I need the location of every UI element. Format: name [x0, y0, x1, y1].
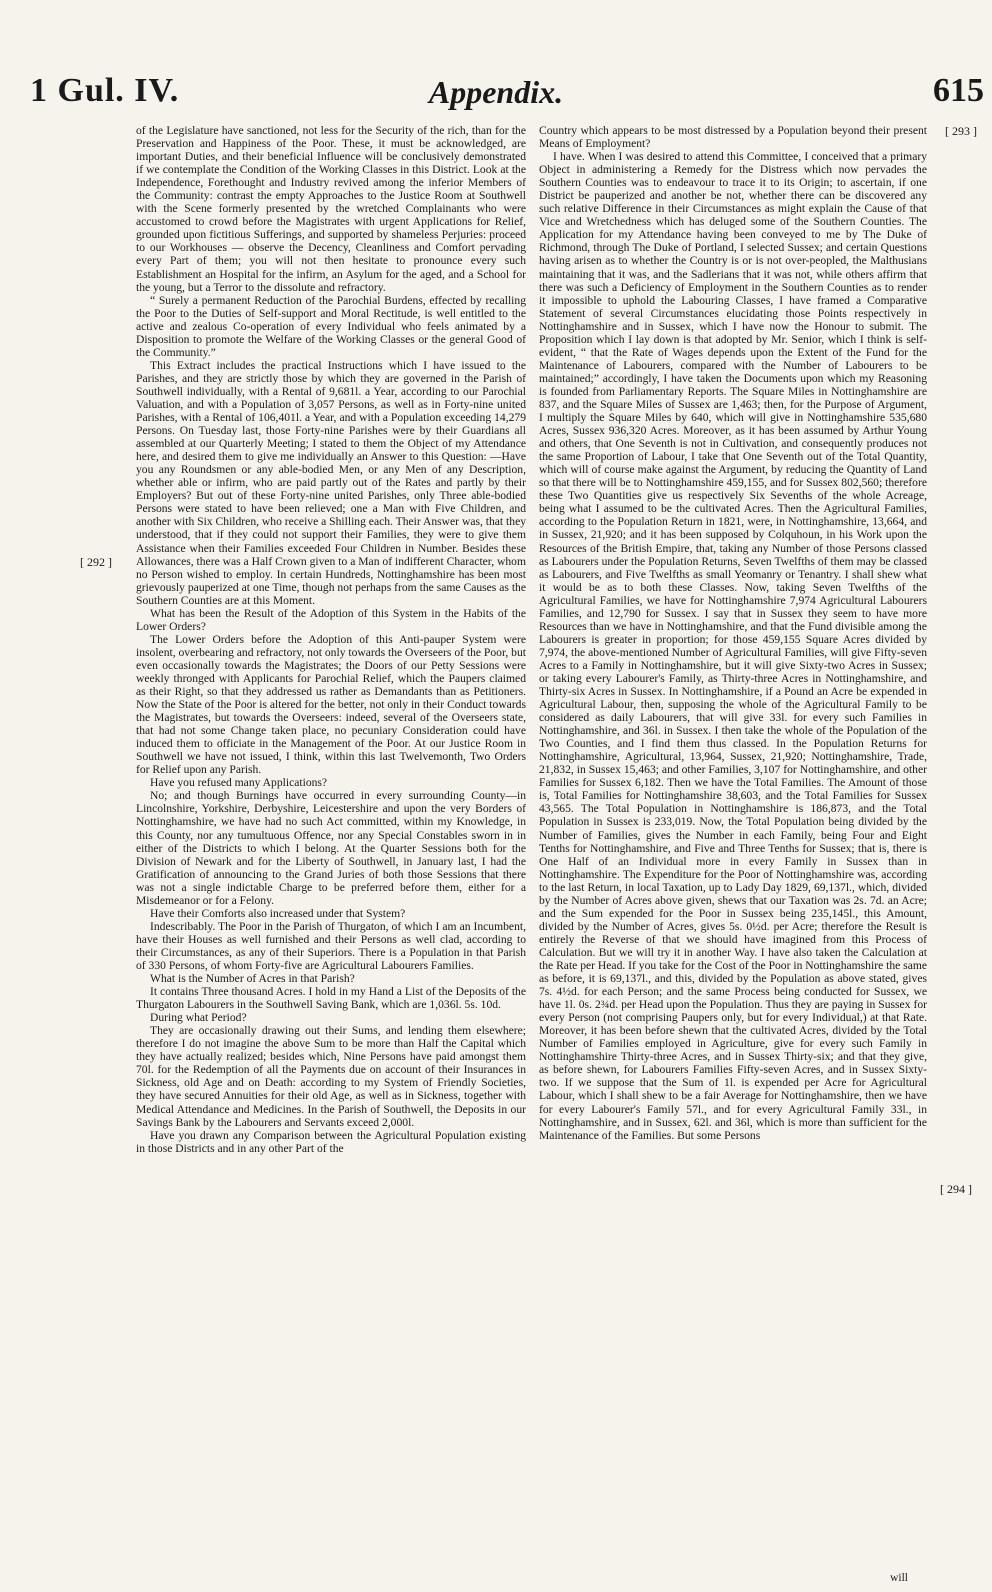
margin-note-294: [ 294 ] [940, 1182, 972, 1196]
answer: The Lower Orders before the Adoption of this Anti-pauper System were insolent, overbearing and refractory, not only towards the Overseers of the Poor, but even occasionally towards the Magistrates; the Doors of our Petty Sessions were weekly thronged with Applicants for Parochial Relief, which the Paupers claimed as their Right, so that they addressed us rather as Demandants than as Petitioners. Now the State of the Poor is altered for the better, not only in their Conduct towards the Magistrates, but towards the Overseers: indeed, several of the Overseers state, that had not some Change taken place, no pecuniary Consideration could have induced them to officiate in the Management of the Poor. At our Justice Room in Southwell we have not issued, I think, within this last Twelvemonth, Two Orders for Relief upon any Parish. [136, 632, 526, 777]
answer: They are occasionally drawing out their Sums, and lending them elsewhere; therefore I do not imagine the above Sum to be more than Half the Capital which they have actually realized; besides which, Nine Persons have paid amongst them 70l. for the Redemption of all the Payments due on account of their Insurances in Sickness, old Age and on Death: according to my System of Friendly Societies, they have secured Annuities for their old Age, as well as in Sickness, together with Medical Attendance and Medicines. In the Parish of Southwell, the Deposits in our Savings Bank by the Labourers and Servants exceed 2,000l. [136, 1024, 526, 1129]
margin-note-293: [ 293 ] [945, 124, 977, 138]
answer: Indescribably. The Poor in the Parish of Thurgaton, of which I am an Incumbent, have their Houses as well furnished and their Persons as well clad, according to their Circumstances, as any of their Superiors. There is a Population in that Parish of 330 Persons, of whom Forty-five are Agricultural Labourers Families. [136, 919, 526, 972]
running-head-title: Appendix. [428, 74, 564, 110]
question: During what Period? [150, 1011, 247, 1025]
question: What has been the Result of the Adoption of this System in the Habits of the Lower Orders? [136, 606, 526, 633]
paragraph: This Extract includes the practical Instructions which I have issued to the Parishes, and they are strictly those by which they are governed in the Parish of Southwell individually, with a Rental of 9,681l. a Year, according to our Parochial Valuation, and with a Population of 3,057 Persons, as well as in Forty-nine united Parishes, with a Rental of 106,401l. a Year, and with a Population exceeding 14,279 Persons. On Tuesday last, those Forty-nine Parishes were by their Guardians all assembled at our Quarterly Meeting; I stated to them the Object of my Attendance here, and desired them to give me individually an Answer to this Question: —Have you any Roundsmen or any able-bodied Men, or any Men of any Description, whether able or infirm, who are paid partly out of the Rates and partly by their Employers? But out of these Forty-nine united Parishes, only Three able-bodied Persons were stated to have been relieved; one a Man with Five Children, and another with Six Children, who receive a Shilling each. Their Answer was, that they understood, that if they could not support their Families, they were to give them Assistance when their Families exceeded Four Children in Number. Besides these Allowances, there was a Half Crown given to a Man of indifferent Character, whom no Person wished to employ. In certain Hundreds, Nottinghamshire has been most grievously pauperized at one Time, though not perhaps from the same Causes as the Southern Counties are at this Moment. [136, 358, 527, 607]
question: Have you drawn any Comparison between the Agricultural Population existing in those Districts and in any other Part of the [136, 1128, 526, 1155]
answer: No; and though Burnings have occurred in every surrounding County—in Lincolnshire, Yorkshire, Derbyshire, Leicestershire and upon the very Borders of Nottinghamshire, we have had no such Act committed, within my Knowledge, in this County, nor any tumultuous Offence, nor any Special Constables sworn in in either of the Districts to which I belong. At the Quarter Sessions both for the Division of Newark and for the Liberty of Southwell, in January last, I had the Gratification of announcing to the Grand Juries of both those Sessions that there was not a single indictable Charge to be preferred before them, either for a Misdemeanor or for a Felony. [136, 789, 526, 907]
question: Have you refused many Applications? [150, 776, 328, 790]
running-head-left: 1 Gul. IV. [30, 72, 180, 109]
question: What is the Number of Acres in that Parish? [150, 972, 355, 986]
page-number: 615 [933, 72, 984, 109]
answer: It contains Three thousand Acres. I hold in my Hand a List of the Deposits of the Thurgaton Labourers in the Southwell Saving Bank, which are 1,036l. 5s. 10d. [136, 985, 526, 1012]
right-column [539, 124, 927, 1142]
margin-note-292: [ 292 ] [80, 555, 112, 569]
left-column [136, 124, 526, 1155]
paragraph: of the Legislature have sanctioned, not less for the Security of the rich, than for the Preservation and Happiness of the Poor. These, it must be acknowledged, are important Duties, and their beneficial Influence will be conclusively demonstrated if we contemplate the Condition of the Working Classes in this District. Look at the Independence, Forethought and Industry revived among the inferior Members of the Community: contrast the empty Approaches to the Justice Room at Southwell with the Scene formerly presented by the wretched Complainants who were accustomed to crowd before the Magistrates with urgent Applications for Relief, grounded upon fictitious Sufferings, and supported by shameless Perjuries: proceed to our Workhouses — observe the Decency, Cleanliness and Comfort pervading every Part of them; you will not then hesitate to pronounce every such Establishment an Hospital for the infirm, an Asylum for the aged, and a School for the young, but a Terror to the dissolute and refractory. [136, 124, 526, 294]
question: Country which appears to be most distressed by a Population beyond their present Means of Employment? [539, 124, 927, 151]
catchword: will [890, 1572, 908, 1584]
question: Have their Comforts also increased under that System? [150, 906, 406, 920]
paragraph: “ Surely a permanent Reduction of the Parochial Burdens, effected by recalling the Poor to the Duties of Self-support and Moral Rectitude, is well entitled to the active and zealous Co-operation of every Individual who feels animated by a Disposition to promote the Welfare of the Working Classes or the general Good of the Community.” [136, 293, 526, 359]
answer: I have. When I was desired to attend this Committee, I conceived that a primary Object in administering a Remedy for the Distress which now pervades the Southern Counties was to endeavour to trace it to its Origin; to ascertain, if one District be pauperized and another be not, whether there can be discovered any such relative Difference in their Circumstances as might explain the Cause of that Vice and Wretchedness which has deluged some of the Southern Counties. The Application for my Attendance having been conveyed to me by The Duke of Richmond, through The Duke of Portland, I selected Sussex; and certain Questions having arisen as to whether the Country is or is not over-peopled, the Malthusians maintaining that it was, and the Sadlerians that it was not, while others affirm that there was such a Deficiency of Employment in the Southern Counties as to render it impossible to uphold the Labouring Classes, I have framed a Comparative Statement of several Circumstances elucidating those Points respectively in Nottinghamshire and in Sussex, which I have now the Honour to submit. The Proposition which I lay down is that adopted by Mr. Senior, which I think is self-evident, “ that the Rate of Wages depends upon the Extent of the Fund for the Maintenance of Labourers, compared with the Number of Labourers to be maintained;” accordingly, I have taken the Documents upon which my Reasoning is founded from Parliamentary Reports. The Square Miles in Nottinghamshire are 837, and the Square Miles of Sussex are 1,463; then, for the Purpose of Argument, I multiply the Square Miles by 640, which will give in Nottinghamshire 535,680 Acres, Sussex 936,320 Acres. Moreover, as it has been assumed by Arthur Young and others, that One Seventh is not in Cultivation, and consequently produces not the same Proportion of Labour, I take that One Seventh out of the Total Quantity, which will of course make against the Argument, by reducing the Quantity of Land so that there will be to Nottinghamshire 459,155, and for Sussex 802,560; therefore these Two Quantities give us respectively Six Sevenths of the whole Acreage, being what I assumed to be the cultivated Acres. Then the Agricultural Families, according to the Population Return in 1821, were, in Nottinghamshire, 13,664, and in Sussex, 21,920; and it has been supposed by Colquhoun, in his Work upon the Resources of the British Empire, that, taking any Number of those Persons classed as Labourers under the Population Returns, Seven Twelfths of them may be classed as Labourers, and Five Twelfths as small Yeomanry or Tenantry. I shall shew what it would be as to both these Classes. Now, taking Seven Twelfths of the Agricultural Families, we have for Nottinghamshire 7,974 Agricultural Labourers Families, and 12,790 for Sussex. I say that in Sussex they seem to have more Resources than we have in Nottinghamshire, and that the Fund divisible among the Labourers is greater in proportion; for those 459,155 Square Acres divided by 7,974, the above-mentioned Number of Agricultural Families, will give Fifty-seven Acres to a Family in Nottinghamshire, but it will give Sixty-two Acres in Sussex; or taking every Labourer's Family, as Thirty-three Acres in Nottinghamshire, and Thirty-six Acres in Sussex. In Nottinghamshire, if a Pound an Acre be expended in Agricultural Labour, then, supposing the whole of the Agricultural Family to be considered as daily Labourers, that will give 33l. for every such Families in Nottinghamshire, and 36l. in Sussex. I then take the whole of the Population of the Two Counties, and I find them thus classed. In the Population Returns for Nottinghamshire, Agricultural, 13,964, Sussex, 21,920; Nottinghamshire, Trade, 21,832, in Sussex 15,463; and other Families, 3,107 for Nottinghamshire, and other Families for Sussex 6,182. Then we have the Total Families. The Amount of those is, Total Families for Nottinghamshire 38,603, and the Total Families for Sussex 43,565. The Total Population in Nottinghamshire is 186,873, and the Total Population in Sussex is 233,019. Now, the Total Population being divided by the Number of Families, gives the Number in each Family, being Four and Eight Tenths for Nottinghamshire, and Five and Three Tenths for Sussex; that is, there is One Half of an Individual more in every Family in Sussex than in Nottinghamshire. The Expenditure for the Poor of Nottinghamshire was, according to the last Return, in local Taxation, up to Lady Day 1829, 69,137l., which, divided by the Number of Acres above given, shews that our Taxation was 2s. 7d. an Acre; and the Sum expended for the Poor in Sussex being 235,145l., this Amount, divided by the Number of Acres, gives 5s. 0½d. per Acre; therefore the Result is entirely the Reverse of that we should have imagined from this Process of Calculation. But we will try it in another Way. I have also taken the Calculation at the Rate per Head. If you take for the Cost of the Poor in Nottinghamshire the same as before, it is 69,137l., and this, divided by the Population as above stated, gives 7s. 4½d. for each Person; and the same Process being conducted for Sussex, we have 1l. 0s. 2¾d. per Head upon the Population. Thus they are paying in Sussex for every Person (not comprising Paupers only, but for every Individual,) at that Rate. Moreover, it has been before shewn that the cultivated Acres, divided by the Total Number of Families employed in Agriculture, give for every such Family in Nottinghamshire Thirty-three Acres, and in Sussex Thirty-six; and that they give, as before shewn, for Labourers Families Fifty-seven Acres, and in Sussex Sixty-two. If we suppose that the Sum of 1l. is expended per Acre for Agricultural Labour, which I shall shew to be a fair Average for Nottinghamshire, then we have for every Labourer's Family 57l., and for every Agricultural Family 33l., in Nottinghamshire, and in Sussex, 62l. and 36l, which is more than sufficient for the Maintenance of the Families. But some Persons [539, 150, 927, 1142]
